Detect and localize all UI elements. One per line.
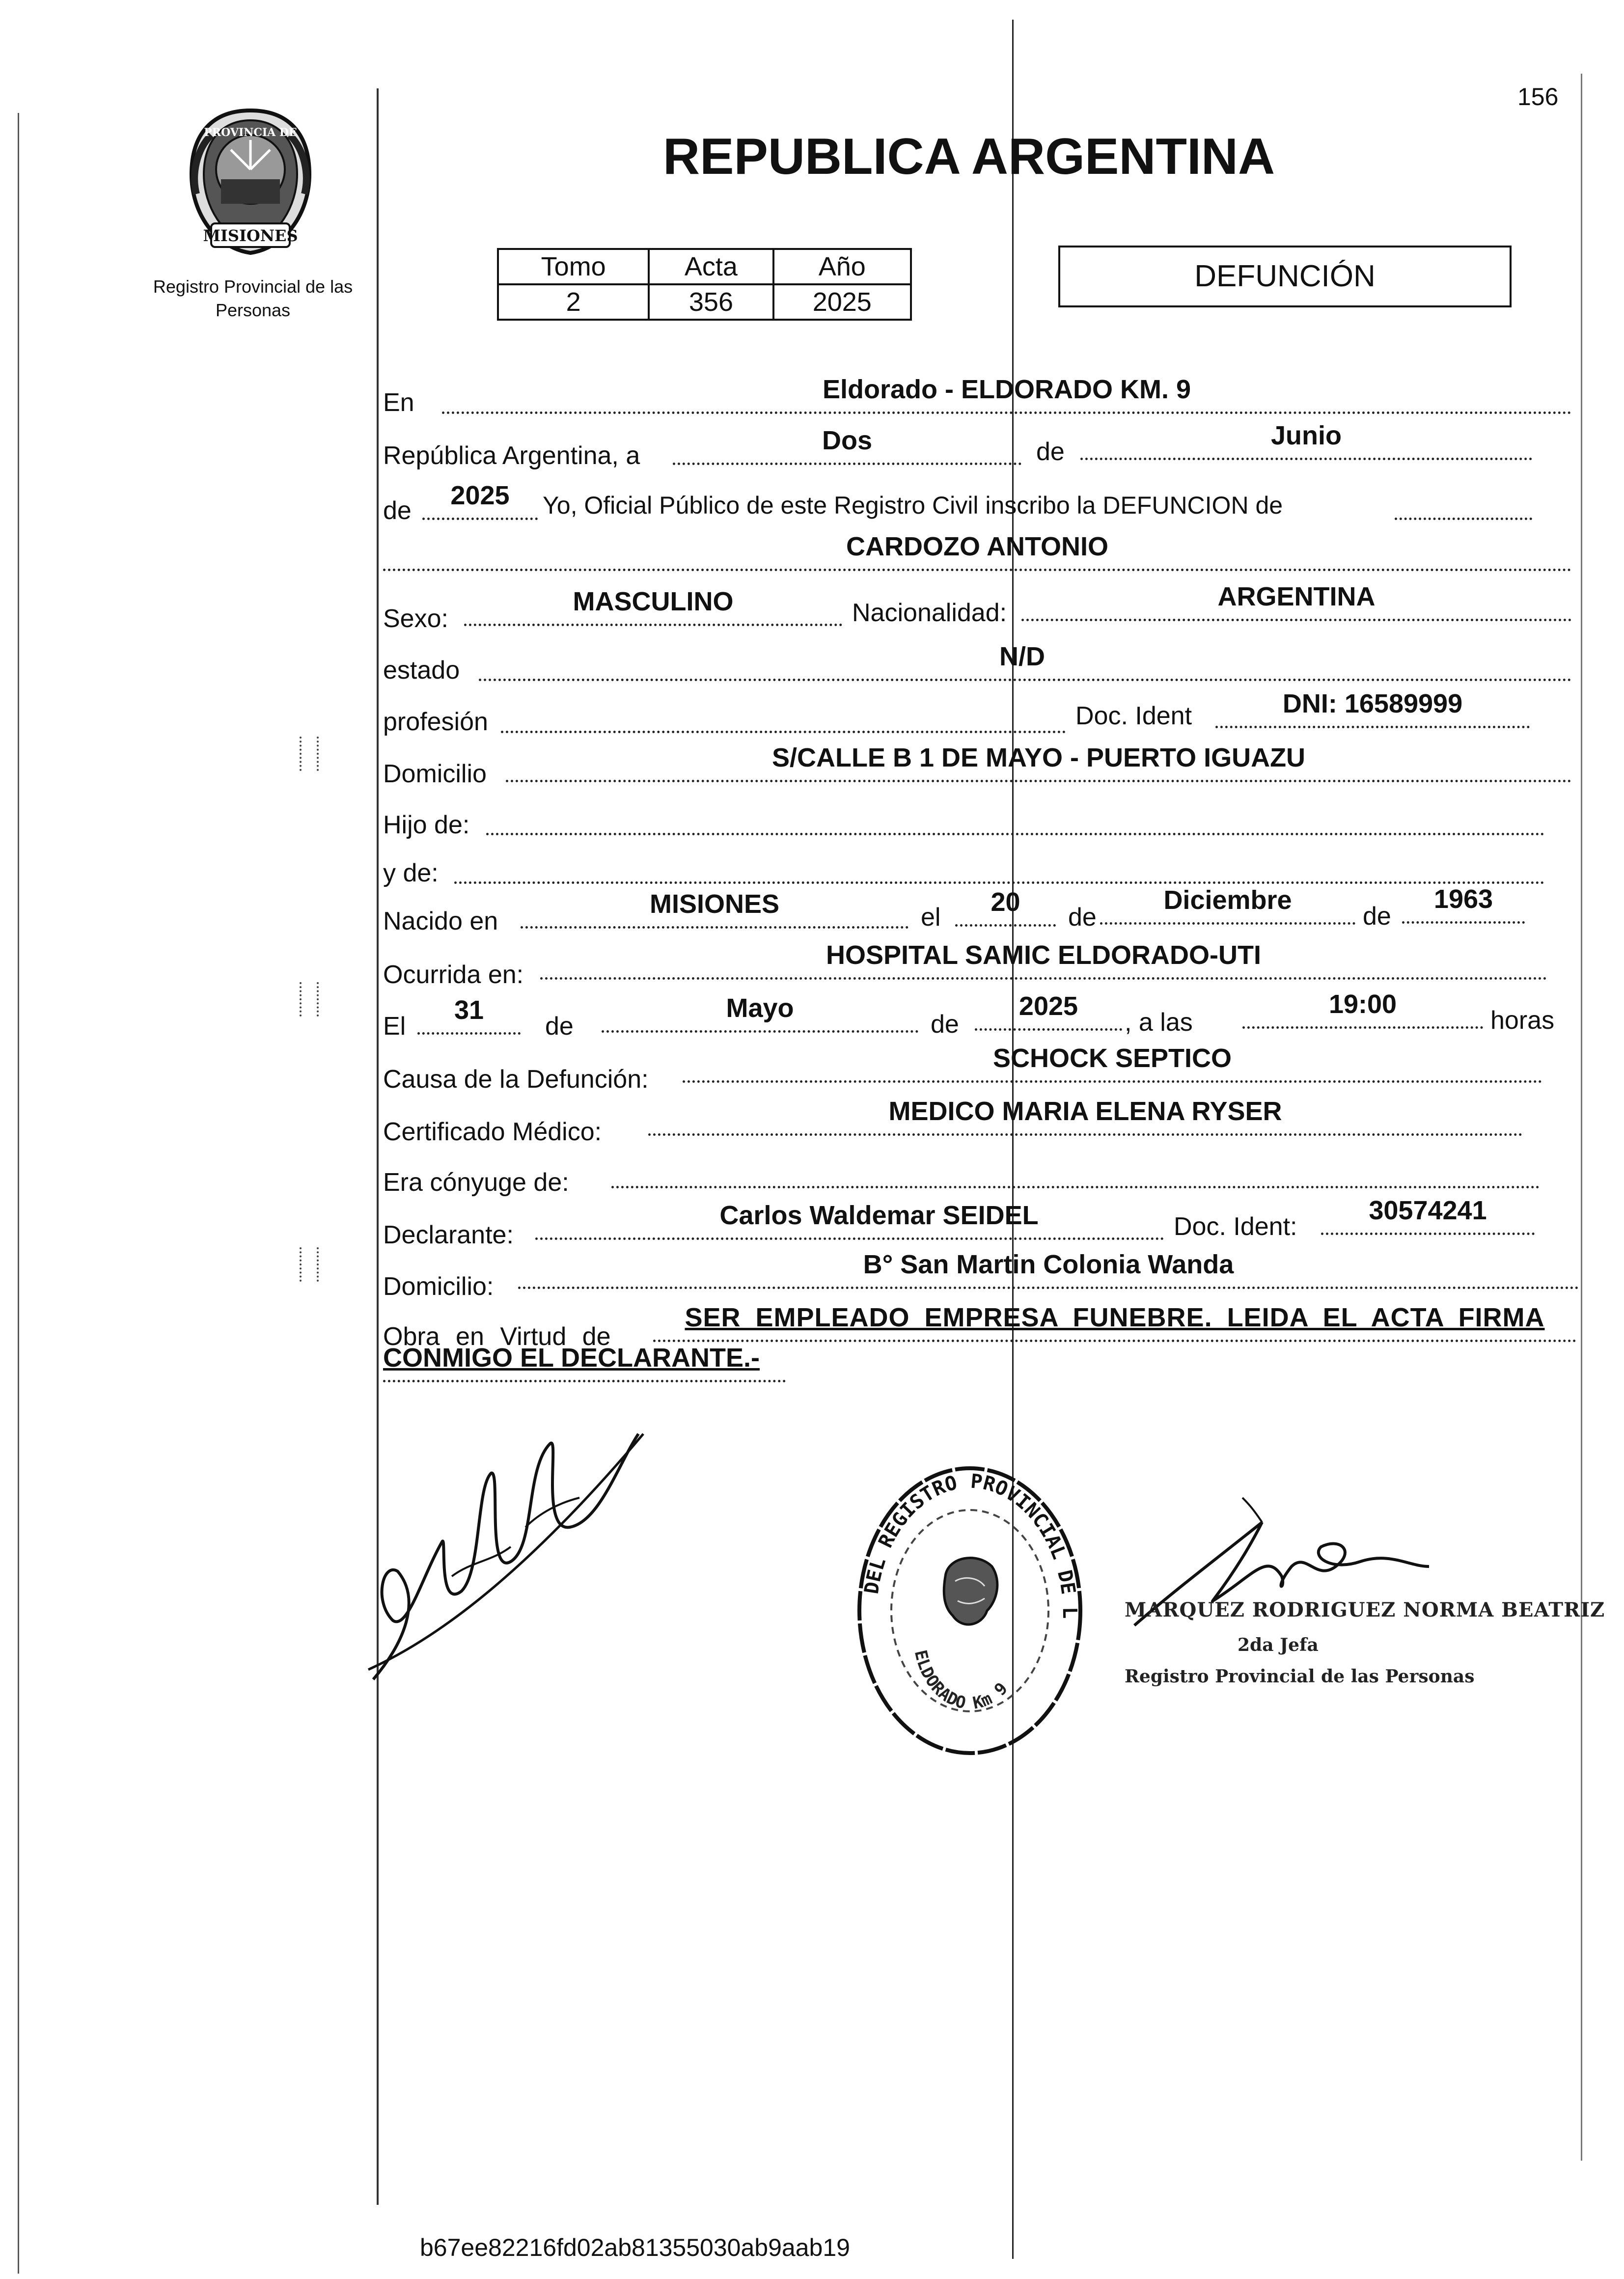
field-def-dia: 31: [417, 1003, 521, 1035]
registry-seal: [850, 1454, 1090, 1758]
seal-inner-text: ELDORADO Km 9: [910, 1648, 1012, 1714]
scan-mark: [317, 1247, 321, 1282]
label-el-def: El: [383, 1012, 406, 1041]
label-de-nac-anio: de: [1363, 902, 1391, 931]
label-oficial: Yo, Oficial Público de este Registro Civil inscribo la DEFUNCION de: [543, 492, 1283, 519]
registry-name: Registro Provincial de las Personas: [153, 276, 353, 320]
label-de-def-mes: de: [545, 1012, 574, 1041]
field-profesion: [501, 701, 1066, 733]
table-cell-acta: 356: [649, 284, 773, 320]
label-obra-virtud: Obra en Virtud de: [383, 1322, 611, 1351]
field-nac-anio: 1963: [1402, 892, 1525, 924]
record-table: [497, 248, 912, 321]
field-def-hora: 19:00: [1242, 997, 1483, 1029]
field-declarante: Carlos Waldemar SEIDEL: [535, 1208, 1164, 1240]
official-title: 2da Jefa: [1238, 1635, 1319, 1655]
scan-mark: [317, 982, 321, 1016]
field-declarante-doc: 30574241: [1321, 1203, 1535, 1235]
field-lugar: Eldorado - ELDORADO KM. 9: [442, 382, 1571, 414]
field-hijo-de: [486, 803, 1544, 835]
seal-outer-text: DEL REGISTRO PROVINCIAL DE L: [860, 1470, 1081, 1619]
official-name: MARQUEZ RODRIGUEZ NORMA BEATRIZ: [1125, 1598, 1605, 1621]
scan-edge-line: [18, 113, 19, 2274]
label-y-de: y de:: [383, 859, 439, 887]
label-horas: horas: [1490, 1006, 1555, 1035]
label-de-anio: de: [383, 496, 412, 525]
field-obra-virtud-1: SER EMPLEADO EMPRESA FUNEBRE. LEIDA EL ACTA FIRMA: [653, 1310, 1576, 1342]
scan-mark: [300, 982, 303, 1016]
field-dia-acta: Dos: [673, 433, 1021, 465]
label-domicilio-decl: Domicilio:: [383, 1272, 494, 1301]
field-nacionalidad: ARGENTINA: [1021, 589, 1571, 621]
left-margin-line: [377, 88, 379, 2205]
label-doc-ident: Doc. Ident: [1075, 702, 1192, 730]
table-header: Tomo: [498, 249, 649, 284]
scan-mark: [317, 737, 321, 771]
label-de-nac-mes: de: [1068, 903, 1097, 932]
field-mes-acta: Junio: [1080, 428, 1532, 460]
field-anio-acta: 2025: [422, 488, 538, 520]
declarant-signature: [363, 1414, 658, 1689]
field-y-de: [454, 852, 1544, 884]
field-def-de: [1395, 488, 1532, 520]
field-sexo: MASCULINO: [464, 594, 842, 626]
table-header: Acta: [649, 249, 773, 284]
label-a-las: , a las: [1125, 1008, 1193, 1037]
label-sexo: Sexo:: [383, 604, 448, 633]
label-declarante: Declarante:: [383, 1221, 514, 1249]
record-type-label: DEFUNCIÓN: [1194, 259, 1376, 293]
label-causa: Causa de la Defunción:: [383, 1065, 649, 1094]
field-def-anio: 2025: [975, 999, 1122, 1031]
official-stamp: [1110, 1586, 1605, 1704]
record-type-box: [1058, 246, 1512, 307]
label-certificado: Certificado Médico:: [383, 1118, 602, 1146]
label-de: de: [1036, 438, 1065, 466]
label-profesion: profesión: [383, 708, 488, 736]
document-hash: b67ee82216fd02ab81355030ab9aab19: [420, 2234, 850, 2261]
label-ocurrida-en: Ocurrida en:: [383, 961, 524, 989]
logo-lettering-top: PROVINCIA DE: [204, 126, 297, 139]
page-title: REPUBLICA ARGENTINA: [663, 128, 1275, 185]
label-declarante-doc: Doc. Ident:: [1174, 1212, 1297, 1241]
label-domicilio: Domicilio: [383, 760, 487, 788]
label-nacido-en: Nacido en: [383, 907, 498, 935]
table-cell-tomo: 2: [498, 284, 649, 320]
official-office: Registro Provincial de las Personas: [1125, 1666, 1475, 1687]
label-hijo-de: Hijo de:: [383, 811, 470, 839]
field-nombre: CARDOZO ANTONIO: [383, 539, 1571, 571]
table-cell-anio: 2025: [773, 284, 911, 320]
scan-mark: [300, 1247, 303, 1282]
svg-text:ELDORADO Km 9: [910, 1648, 1012, 1713]
field-nac-mes: Diciembre: [1100, 893, 1355, 925]
table-header: Año: [773, 249, 911, 284]
field-ocurrida-en: HOSPITAL SAMIC ELDORADO-UTI: [540, 948, 1547, 980]
province-logo: [177, 106, 324, 258]
field-nac-dia: 20: [955, 895, 1056, 927]
label-de-def-anio: de: [931, 1010, 959, 1039]
label-republica: República Argentina, a: [383, 441, 640, 470]
field-declarante-domicilio: B° San Martin Colonia Wanda: [518, 1257, 1579, 1289]
field-estado: N/D: [479, 649, 1571, 681]
scan-mark: [300, 737, 303, 771]
field-nacido-en: MISIONES: [521, 897, 908, 929]
label-conyuge: Era cónyuge de:: [383, 1168, 569, 1197]
field-conyuge: [611, 1156, 1540, 1188]
field-doc-ident: DNI: 16589999: [1215, 696, 1530, 728]
page-number: 156: [1517, 83, 1559, 110]
field-def-mes: Mayo: [602, 1001, 918, 1033]
logo-lettering-bottom: MISIONES: [203, 226, 298, 245]
field-causa: SCHOCK SEPTICO: [683, 1051, 1542, 1083]
label-nacionalidad: Nacionalidad:: [852, 599, 1007, 627]
center-fold-line: [1012, 20, 1014, 2259]
field-certificado: MEDICO MARIA ELENA RYSER: [648, 1104, 1522, 1136]
label-estado: estado: [383, 656, 460, 685]
right-margin-line: [1581, 74, 1582, 2161]
label-en: En: [383, 388, 414, 417]
field-domicilio: S/CALLE B 1 DE MAYO - PUERTO IGUAZU: [506, 750, 1571, 782]
field-obra-virtud-2: CONMIGO EL DECLARANTE.-: [383, 1350, 786, 1382]
label-el-nac: el: [921, 903, 941, 932]
